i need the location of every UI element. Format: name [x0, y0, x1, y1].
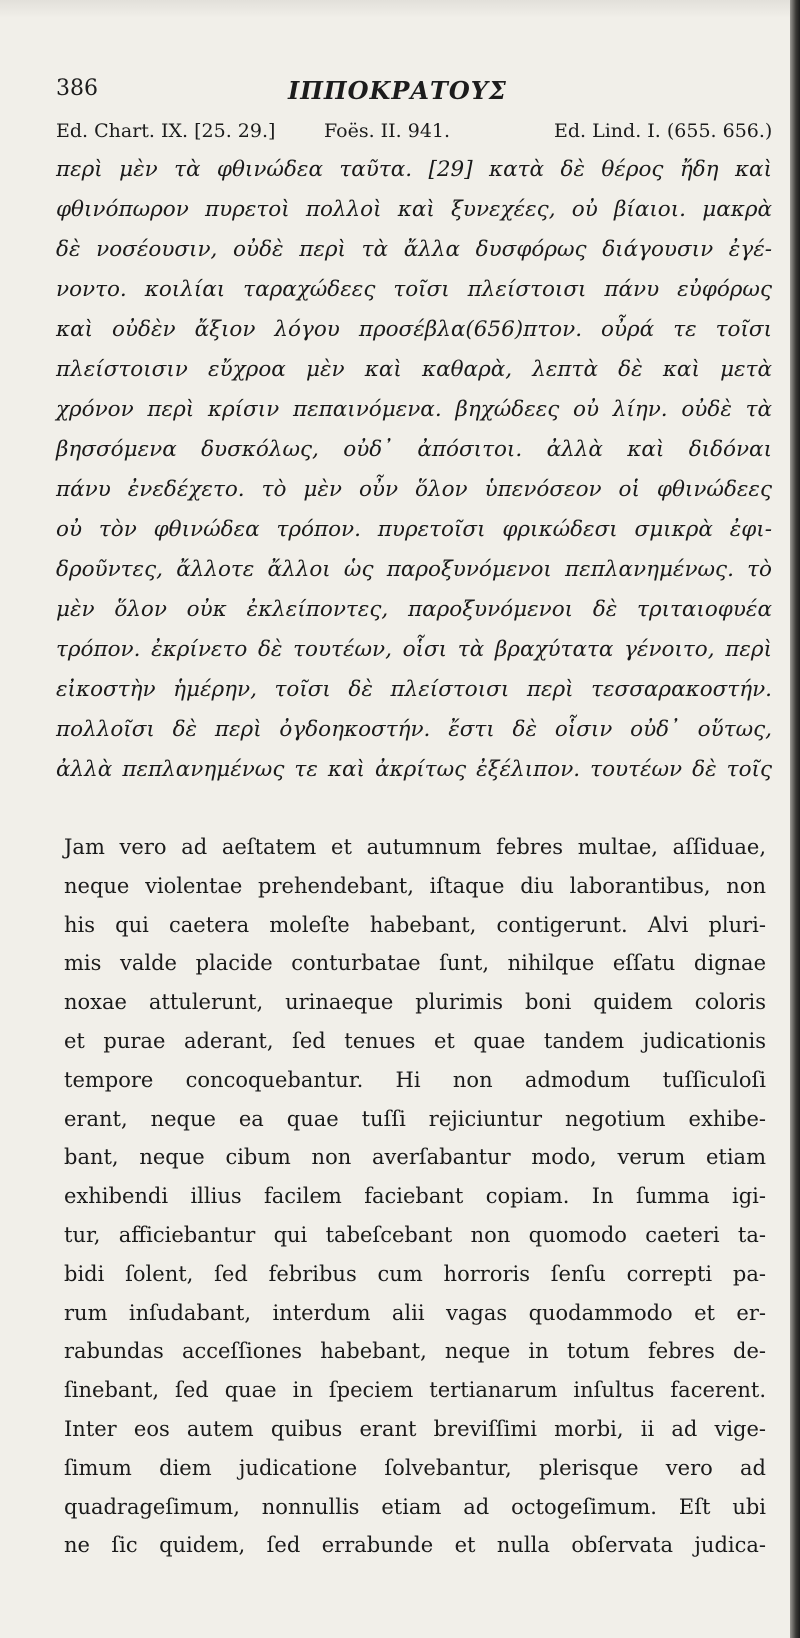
latin-text-line: ne ſic quidem, ſed errabunde et nulla obſervata judica-	[64, 1533, 766, 1558]
edition-chartier: Ed. Chart. IX. [25. 29.]	[56, 120, 276, 142]
latin-text-line: quadrageſimum, nonnullis etiam ad octogeſimum. Eſt ubi	[64, 1494, 766, 1519]
edition-foesius: Foës. II. 941.	[324, 120, 451, 142]
edition-references	[56, 120, 776, 148]
latin-text-line: rabundas acceſſiones habebant, neque in totum febres de-	[64, 1339, 766, 1364]
greek-text-line: δροῦντες, ἄλλοτε ἄλλοι ὡς παροξυνόμενοι πεπλανημένως. τὸ	[56, 557, 772, 582]
latin-text-line: Inter eos autem quibus erant breviſſimi morbi, ii ad vige-	[64, 1416, 766, 1441]
latin-text-line: bant, neque cibum non averſabantur modo, verum etiam	[64, 1145, 766, 1170]
greek-text-line: φθινόπωρον πυρετοὶ πολλοὶ καὶ ξυνεχέες, οὐ βίαιοι. μακρὰ	[56, 197, 772, 222]
edition-linden: Ed. Lind. I. (655. 656.)	[554, 120, 773, 142]
greek-text-line: ἀλλὰ πεπλανημένως τε καὶ ἀκρίτως ἐξέλιπον. τουτέων δὲ τοῖς	[56, 757, 772, 782]
page-binding-edge	[790, 0, 800, 1638]
greek-text-line: δὲ νοσέουσιν, οὐδὲ περὶ τὰ ἄλλα δυσφόρως διάγουσιν ἐγέ-	[56, 237, 772, 262]
latin-text-line: rum inſudabant, interdum alii vagas quodammodo et er-	[64, 1300, 766, 1325]
latin-text-block	[64, 828, 766, 1565]
latin-text-line: tempore concoquebantur. Hi non admodum tuſſiculoſi	[64, 1067, 766, 1092]
greek-text-line: χρόνον περὶ κρίσιν πεπαινόμενα. βηχώδεες οὐ λίην. οὐδὲ τὰ	[56, 397, 772, 422]
greek-text-line: βησσόμενα δυσκόλως, οὐδ᾽ ἀπόσιτοι. ἀλλὰ καὶ διδόναι	[56, 437, 772, 462]
greek-text-line: πλείστοισιν εὔχροα μὲν καὶ καθαρὰ, λεπτὰ δὲ καὶ μετὰ	[56, 357, 772, 382]
greek-text-line: περὶ μὲν τὰ φθινώδεα ταῦτα. [29] κατὰ δὲ θέρος ἤδη καὶ	[56, 157, 772, 182]
latin-text-line: Jam vero ad aeſtatem et autumnum febres multae, aſſiduae,	[64, 835, 766, 859]
latin-text-line: mis valde placide conturbatae ſunt, nihilque eſſatu dignae	[64, 951, 766, 976]
running-title: ΙΠΠΟΚΡΑΤΟΥΣ	[288, 76, 507, 105]
greek-text-line: καὶ οὐδὲν ἄξιον λόγου προσέβλα(656)πτον. οὖρά τε τοῖσι	[56, 317, 772, 342]
page-header	[56, 76, 756, 110]
latin-text-line: bidi ſolent, ſed febribus cum horroris ſenſu correpti pa-	[64, 1261, 766, 1286]
page-top-shadow	[0, 0, 790, 18]
latin-text-line: exhibendi illius facilem faciebant copiam. In ſumma igi-	[64, 1184, 766, 1209]
greek-text-line: νοντο. κοιλίαι ταραχώδεες τοῖσι πλείστοισι πάνυ εὐφόρως	[56, 277, 772, 302]
latin-text-line: ſimum diem judicatione ſolvebantur, plerisque vero ad	[64, 1455, 766, 1480]
greek-text-line: πολλοῖσι δὲ περὶ ὀγδοηκοστήν. ἔστι δὲ οἷσιν οὐδ᾽ οὕτως,	[56, 717, 772, 742]
latin-text-line: tur, afficiebantur qui tabeſcebant non quomodo caeteri ta-	[64, 1222, 766, 1247]
latin-text-line: erant, neque ea quae tuſſi rejiciuntur negotium exhibe-	[64, 1106, 766, 1131]
latin-text-line: neque violentae prehendebant, iſtaque diu laborantibus, non	[64, 873, 766, 898]
latin-text-line: his qui caetera moleſte habebant, contigerunt. Alvi pluri-	[64, 912, 766, 937]
greek-text-line: πάνυ ἐνεδέχετο. τὸ μὲν οὖν ὅλον ὑπενόσεον οἱ φθινώδεες	[56, 477, 772, 502]
greek-text-line: μὲν ὅλον οὐκ ἐκλείποντες, παροξυνόμενοι δὲ τριταιοφυέα	[56, 597, 772, 622]
greek-text-line: εἰκοστὴν ἡμέρην, τοῖσι δὲ πλείστοισι περὶ τεσσαρακοστήν.	[56, 677, 772, 702]
latin-text-line: et purae aderant, ſed tenues et quae tandem judicationis	[64, 1028, 766, 1053]
latin-text-line: noxae attulerunt, urinaeque plurimis boni quidem coloris	[64, 990, 766, 1015]
greek-text-line: τρόπον. ἐκρίνετο δὲ τουτέων, οἷσι τὰ βραχύτατα γένοιτο, περὶ	[56, 637, 772, 662]
greek-text-block	[56, 150, 772, 790]
greek-text-line: οὐ τὸν φθινώδεα τρόπον. πυρετοῖσι φρικώδεσι σμικρὰ ἐφι-	[56, 517, 772, 542]
latin-text-line: ſinebant, ſed quae in ſpeciem tertianarum inſultus facerent.	[64, 1378, 766, 1403]
page-number: 386	[56, 76, 98, 101]
